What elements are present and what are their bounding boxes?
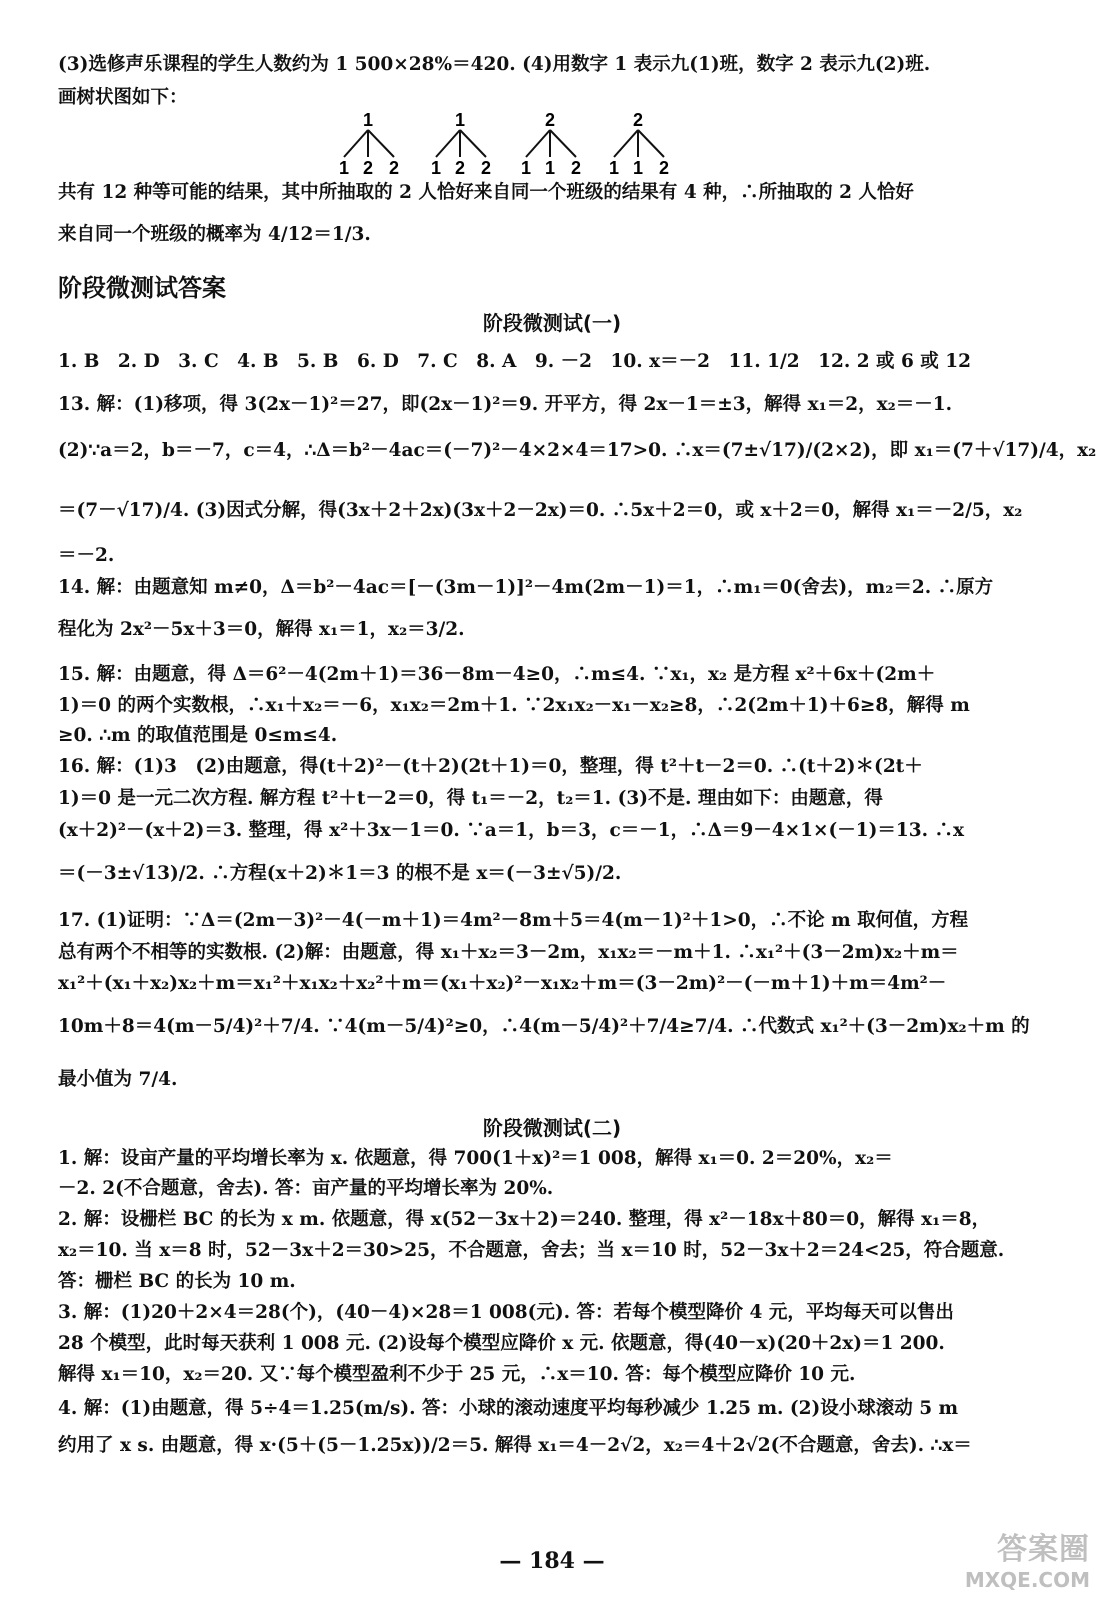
tree-leaf: 2	[454, 158, 466, 178]
text-line: (x＋2)²－(x＋2)＝3. 整理，得 x²＋3x－1＝0. ∵a＝1，b＝3，c＝－1，∴Δ＝9－4×1×(－1)＝13. ∴x	[58, 820, 965, 841]
text-line: 14. 解：由题意知 m≠0，Δ＝b²－4ac＝[－(3m－1)]²－4m(2m－1)＝1，∴m₁＝0(舍去)，m₂＝2. ∴原方	[58, 577, 994, 598]
text-line: 1. 解：设亩产量的平均增长率为 x. 依题意，得 700(1＋x)²＝1 008，解得 x₁＝0. 2＝20%，x₂＝	[58, 1148, 893, 1169]
text-line: x₁²＋(x₁＋x₂)x₂＋m＝x₁²＋x₁x₂＋x₂²＋m＝(x₁＋x₂)²－x₁x₂＋m＝(3－2m)²－(－m＋1)＋m＝4m²－	[58, 973, 947, 994]
watermark-logo-text: 答案圈	[997, 1532, 1090, 1567]
tree-1	[339, 110, 399, 178]
text-line: 28 个模型，此时每天获利 1 008 元. (2)设每个模型应降价 x 元. 依题意，得(40－x)(20＋2x)＝1 200.	[58, 1333, 945, 1354]
tree-leaf: 2	[658, 158, 670, 178]
text-line: 来自同一个班级的概率为 4/12＝1/3.	[58, 224, 371, 245]
text-line: 1)＝0 是一元二次方程. 解方程 t²＋t－2＝0，得 t₁＝－2，t₂＝1. (3)不是. 理由如下：由题意，得	[58, 788, 883, 809]
text-line: ＝(7－√17)/4. (3)因式分解，得(3x＋2＋2x)(3x＋2－2x)＝0. ∴5x＋2＝0，或 x＋2＝0，解得 x₁＝－2/5，x₂	[58, 500, 1023, 521]
text-line: 画树状图如下：	[58, 87, 188, 108]
tree-4	[609, 110, 669, 178]
text-line: ＝－2.	[58, 545, 115, 566]
text-line: ＝(－3±√13)/2. ∴方程(x＋2)＊1＝3 的根不是 x＝(－3±√5)/2.	[58, 863, 622, 884]
text-line: (3)选修声乐课程的学生人数约为 1 500×28%＝420. (4)用数字 1 表示九(1)班，数字 2 表示九(2)班.	[58, 54, 931, 75]
text-line: 约用了 x s. 由题意，得 x·(5＋(5－1.25x))/2＝5. 解得 x₁＝4－2√2，x₂＝4＋2√2(不合题意，舍去). ∴x＝	[58, 1435, 972, 1456]
tree-leaf: 1	[608, 158, 620, 178]
tree-root: 1	[454, 110, 466, 130]
text-line: 程化为 2x²－5x＋3＝0，解得 x₁＝1，x₂＝3/2.	[58, 619, 465, 640]
text-line: x₂＝10. 当 x＝8 时，52－3x＋2＝30>25，不合题意，舍去；当 x＝10 时，52－3x＋2＝24<25，符合题意.	[58, 1240, 1005, 1261]
text-line: 15. 解：由题意，得 Δ＝6²－4(2m＋1)＝36－8m－4≥0，∴m≤4. ∵x₁，x₂ 是方程 x²＋6x＋(2m＋	[58, 664, 936, 685]
tree-root: 2	[544, 110, 556, 130]
tree-leaf: 2	[388, 158, 400, 178]
text-line: ≥0. ∴m 的取值范围是 0≤m≤4.	[58, 725, 338, 746]
watermark-logo	[950, 1524, 1090, 1592]
text-line: 16. 解：(1)3 (2)由题意，得(t＋2)²－(t＋2)(2t＋1)＝0，整理，得 t²＋t－2＝0. ∴(t＋2)＊(2t＋	[58, 756, 923, 777]
tree-leaf: 1	[430, 158, 442, 178]
text-line: 解得 x₁＝10，x₂＝20. 又∵每个模型盈利不少于 25 元，∴x＝10. 答：每个模型应降价 10 元.	[58, 1364, 856, 1385]
text-line: 共有 12 种等可能的结果，其中所抽取的 2 人恰好来自同一个班级的结果有 4 种，∴所抽取的 2 人恰好	[58, 182, 914, 203]
tree-root: 2	[632, 110, 644, 130]
test-two-title: 阶段微测试(二)	[482, 1116, 622, 1140]
text-line: 3. 解：(1)20＋2×4＝28(个)，(40－4)×28＝1 008(元). 答：若每个模型降价 4 元，平均每天可以售出	[58, 1302, 954, 1323]
text-line: 1)＝0 的两个实数根，∴x₁＋x₂＝－6，x₁x₂＝2m＋1. ∵2x₁x₂－x₁－x₂≥8，∴2(2m＋1)＋6≥8，解得 m	[58, 695, 970, 716]
tree-leaf: 2	[570, 158, 582, 178]
tree-root: 1	[362, 110, 374, 130]
text-line: 答：栅栏 BC 的长为 10 m.	[58, 1271, 296, 1292]
tree-leaf: 1	[520, 158, 532, 178]
text-line: (2)∵a＝2，b＝－7，c＝4，∴Δ＝b²－4ac＝(－7)²－4×2×4＝17>0. ∴x＝(7±√17)/(2×2)，即 x₁＝(7＋√17)/4，x₂	[58, 440, 1097, 461]
watermark-url: MXQE.COM	[964, 1568, 1090, 1592]
text-line: 10m＋8＝4(m－5/4)²＋7/4. ∵4(m－5/4)²≥0，∴4(m－5/4)²＋7/4≥7/4. ∴代数式 x₁²＋(3－2m)x₂＋m 的	[58, 1016, 1030, 1037]
tree-leaf: 1	[632, 158, 644, 178]
tree-diagram	[330, 112, 690, 182]
page-number: — 184 —	[499, 1548, 605, 1574]
text-line: 1. B 2. D 3. C 4. B 5. B 6. D 7. C 8. A 9. －2 10. x＝－2 11. 1/2 12. 2 或 6 或 12	[58, 351, 971, 372]
tree-3	[521, 110, 581, 178]
tree-leaf: 1	[338, 158, 350, 178]
test-one-title: 阶段微测试(一)	[482, 311, 622, 335]
tree-leaf: 2	[480, 158, 492, 178]
tree-leaf: 2	[362, 158, 374, 178]
text-line: 最小值为 7/4.	[58, 1069, 178, 1090]
section-title: 阶段微测试答案	[58, 274, 226, 302]
text-line: －2. 2(不合题意，舍去). 答：亩产量的平均增长率为 20%.	[58, 1178, 554, 1199]
tree-2	[431, 110, 491, 178]
text-line: 17. (1)证明：∵Δ＝(2m－3)²－4(－m＋1)＝4m²－8m＋5＝4(m－1)²＋1>0，∴不论 m 取何值，方程	[58, 910, 969, 931]
tree-leaf: 1	[544, 158, 556, 178]
text-line: 13. 解：(1)移项，得 3(2x－1)²＝27，即(2x－1)²＝9. 开平方，得 2x－1＝±3，解得 x₁＝2，x₂＝－1.	[58, 394, 953, 415]
text-line: 4. 解：(1)由题意，得 5÷4＝1.25(m/s). 答：小球的滚动速度平均每秒减少 1.25 m. (2)设小球滚动 5 m	[58, 1398, 959, 1419]
text-line: 总有两个不相等的实数根. (2)解：由题意，得 x₁＋x₂＝3－2m，x₁x₂＝－m＋1. ∴x₁²＋(3－2m)x₂＋m＝	[58, 942, 959, 963]
text-line: 2. 解：设栅栏 BC 的长为 x m. 依题意，得 x(52－3x＋2)＝240. 整理，得 x²－18x＋80＝0，解得 x₁＝8，	[58, 1209, 991, 1230]
